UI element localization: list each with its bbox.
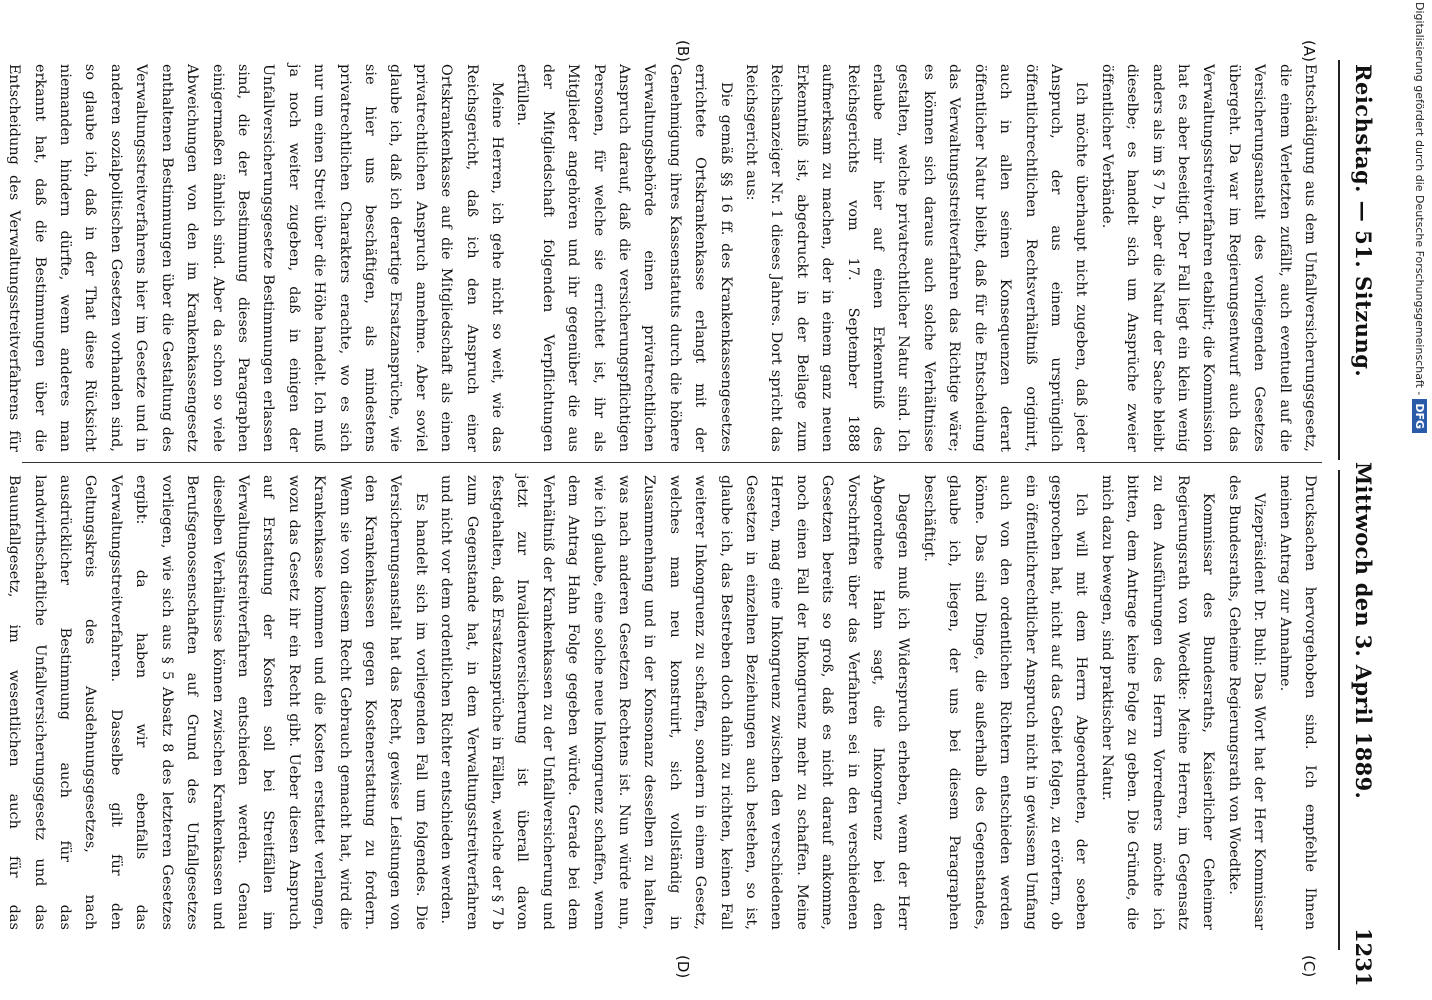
marker-b: (B) bbox=[674, 40, 692, 62]
left-text-column bbox=[0, 64, 1322, 452]
header-date: Mittwoch den 3. April 1889. bbox=[1351, 462, 1376, 800]
paragraph: Es handelt sich im vorliegenden Fall um folgendes. Die Versicherungsanstalt hat das Recht, gewisse Leistungen von den Krankenkassen gegen Kostenerstattung zu fordern. Wenn sie von diesem Recht Gebrauch gemacht hat, wird die Krankenkasse kommen und die Kosten erstattet verlangen, wozu das Gesetz ihr ein Recht gibt. Ueber diesen Anspruch auf Erstattung der Kosten soll bei Streitfällen im Verwaltungsstreitverfahren entschieden werden. Genau dieselben Verhältnisse können zwischen Krankenkassen und Berufsgenossenschaften auf Grund des Unfallgesetzes vorliegen, wie sich aus § 5 Absatz 8 des letzteren Gesetzes ergibt: da haben wir ebenfalls das Verwaltungsstreitverfahren. Dasselbe gilt für den Geltungskreis des Ausdehnungsgesetzes, nach ausdrücklicher Bestimmung auch für das landwirthschaftliche Unfallversicherungsgesetz und das Bauunfallgesetz, im wesentlichen auch für das bbox=[6, 475, 429, 930]
credit-text: Digitalisierung gefördert durch die Deutsche Forschungsgemeinschaft - bbox=[1413, 2, 1426, 396]
paragraph: Ich will mit dem Herrn Abgeordneten, der soeben gesprochen hat, nicht auf das Gebiet folgen, zu erörtern, ob ein öffentlichrechtlicher Anspruch nicht in gewissem Umfang auch von den ordentlichen Richtern entschieden werden könne. Das sind Dinge, die außerhalb des Gegenstandes, glaube ich, liegen, der uns bei diesem Paragraphen beschäftigt. bbox=[920, 475, 1090, 930]
paragraph: Entschädigung aus dem Unfallversicherungsgesetz, die einem Verletzten zufällt, auch eventuell auf die Versicherungsanstalt des vorliegenden Gesetzes übergeht. Da war im Regierungsentwurf auch das Verwaltungsstreitverfahren etablirt; die Kommission hat es aber beseitigt. Der Fall liegt ein klein wenig anders als im § 7 b, aber die Natur der Sache bleibt dieselbe; es handelt sich um Ansprüche zweier öffentlicher Verbände. bbox=[1098, 64, 1318, 452]
column-divider bbox=[22, 462, 1322, 463]
marker-d: (D) bbox=[674, 955, 692, 979]
right-text-column bbox=[0, 475, 1322, 930]
header-rule-right bbox=[1338, 470, 1340, 950]
header-left: Reichstag. — 51. Sitzung. bbox=[1351, 64, 1376, 378]
speaker-paragraph: Kommissar des Bundesraths, Kaiserlicher Geheimer Regierungsrath von Woedtke: Meine Herren, im Gegensatz zu den Ausführungen des Herrn Vorredners möchte ich bitten, dem Antrage keine Folge zu geben. Die Gründe, die mich dazu bewegen, sind praktischer Natur. bbox=[1098, 475, 1217, 930]
paragraph: Ich möchte überhaupt nicht zugeben, daß jeder Anspruch, der aus einem ursprünglich öffentlichrechtlichen Rechtsverhältniß originirt, auch in allen seinen Konsequenzen derart öffentlicher Natur bleibt, daß für die Entscheidung das Verwaltungsstreitverfahren das Richtige wäre; es können sich daraus auch solche Verhältnisse gestalten, welche privatrechtlicher Natur sind. Ich erlaube mir hier auf einen Erkenntniß des Reichsgerichts vom 17. September 1888 aufmerksam zu machen, der in einem ganz neuen Erkenntniß ist, abgedruckt in der Beilage zum Reichsanzeiger Nr. 1 dieses Jahres. Dort spricht das Reichsgericht aus: bbox=[743, 64, 1090, 452]
paragraph: Drucksachen hervorgehoben sind. Ich empfehle Ihnen meinen Antrag zur Annahme. bbox=[1276, 475, 1318, 930]
page-header bbox=[1344, 0, 1394, 1000]
paragraph: Meine Herren, ich gehe nicht so weit, wie das Reichsgericht, daß ich den Anspruch einer Ortskrankenkasse auf die Mitgliedschaft als einen privatrechtlichen Anspruch annehme. Aber soviel glaube ich, daß ich derartige Ersatzansprüche, wie sie hier uns beschäftigen, als mindestens privatrechtlichen Charakters erachte, wo es sich nur um einen Streit über die Höhe handelt. Ich muß ja noch weiter zugeben, daß in einigen der Unfallversicherungsgesetze Bestimmungen erlassen sind, die der Bestimmung dieses Paragraphen einigermaßen ähnlich sind. Aber da schon so viele Abweichungen von den im Krankenkassengesetz enthaltenen Bestimmungen über die Gestaltung des Verwaltungsstreitverfahrens hier im Gesetze und in anderen sozialpolitischen Gesetzen vorhanden sind, so glaube ich, daß in der That diese Rücksicht niemanden hindern dürfte, wenn anderes man erkannt hat, daß die Bestimmungen über die Entscheidung des Verwaltungsstreitverfahrens für bbox=[6, 64, 505, 452]
page-number: 1231 bbox=[1351, 928, 1376, 987]
speaker-paragraph: Vizepräsident Dr. Buhl: Das Wort hat der Herr Kommissar des Bundesraths, Geheime Regierungsrath von Woedtke. bbox=[1225, 475, 1268, 930]
digitization-credit bbox=[1404, 0, 1432, 1000]
dfg-logo: DFG bbox=[1412, 399, 1427, 433]
quotation: Die gemäß §§ 16 ff. des Krankenkassengesetzes errichtete Ortskrankenkasse erlangt mit der Genehmigung ihres Kassenstatuts durch die höhere Verwaltungsbehörde einen privatrechtlichen Anspruch darauf, daß die versicherungspflichtigen Personen, für welche sie errichtet ist, ihr als Mitglieder angehören und ihr gegenüber die aus der Mitgliedschaft folgenden Verpflichtungen erfüllen. bbox=[514, 64, 734, 452]
marker-a: (A) bbox=[1300, 40, 1318, 62]
header-rule-left bbox=[1338, 60, 1340, 460]
paragraph: Dagegen muß ich Widerspruch erheben, wenn der Herr Abgeordnete Hahn sagt, die Inkongruenz bei den Vorschriften über das Verfahren sei in den verschiedenen Gesetzen bereits so groß, daß es nicht darauf ankomme, noch einen Fall der Inkongruenz mehr zu schaffen. Meine Herren, mag eine Inkongruenz zwischen den verschiedenen Gesetzen in einzelnen Beziehungen auch bestehen, so ist, glaube ich, das Bestreben doch dahin zu richten, keinen Fall weiterer Inkongruenz zu schaffen, sondern in einem Gesetz, welches man neu konstruirt, sich vollständig in Zusammenhang und in der Konsonanz desselben zu halten, was nach anderen Gesetzen Rechtens ist. Nun würde nun, wie ich glaube, eine solche neue Inkongruenz schaffen, wenn dem Antrag Hahn Folge gegeben würde. Gerade bei dem Verhältniß der Krankenkassen zu der Unfallversicherung und jetzt zur Invalidenversicherung ist überall davon festgehalten, daß Ersatzansprüche in Fällen, welche der § 7 b zum Gegenstande hat, in dem Verwaltungsstreitverfahren und nicht vor dem ordentlichen Richter entschieden werden. bbox=[438, 475, 912, 930]
marker-c: (C) bbox=[1300, 955, 1318, 978]
